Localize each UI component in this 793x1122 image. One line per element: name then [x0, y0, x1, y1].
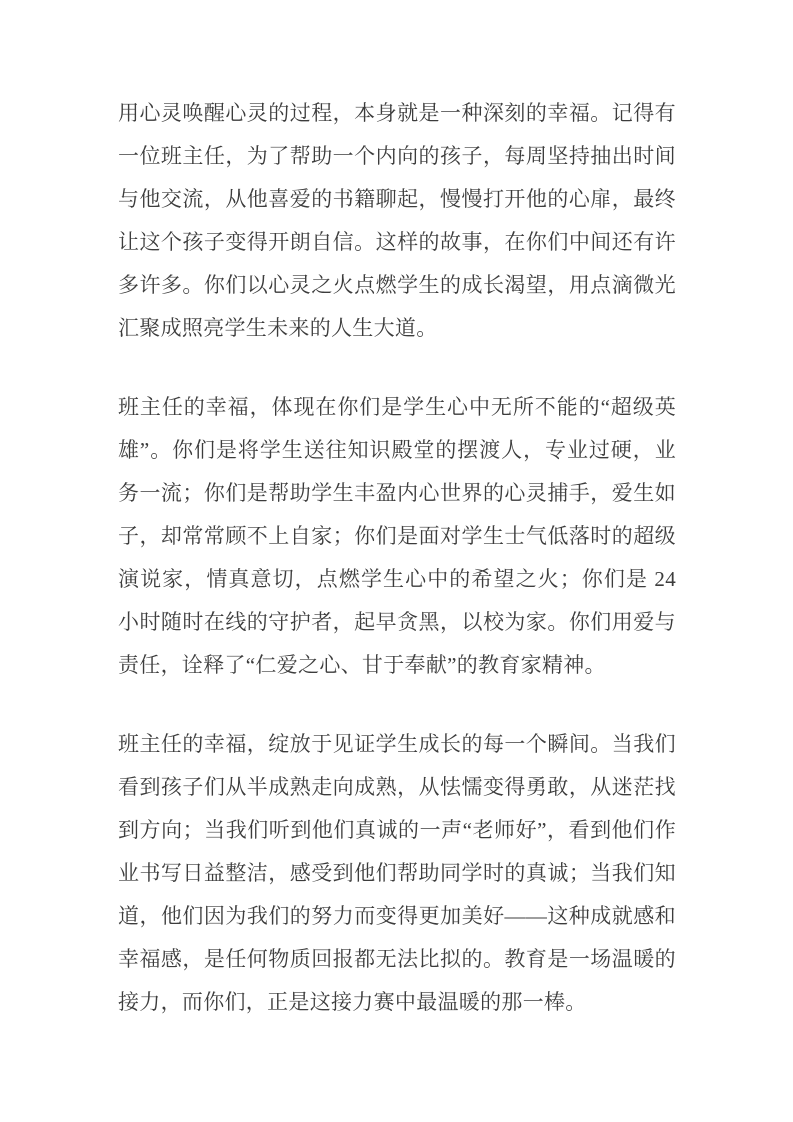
paragraph-3: 班主任的幸福，绽放于见证学生成长的每一个瞬间。当我们看到孩子们从半成熟走向成熟，从怯懦变得勇敢，从迷茫找到方向；当我们听到他们真诚的一声“老师好”，看到他们作业书写日益整洁，感受到他们帮助同学时的真诚；当我们知道，他们因为我们的努力而变得更加美好——这种成就感和幸福感，是任何物质回报都无法比拟的。教育是一场温暖的接力，而你们，正是这接力赛中最温暖的那一棒。: [118, 732, 676, 1014]
document-body: [118, 92, 676, 1024]
paragraph-1: 用心灵唤醒心灵的过程，本身就是一种深刻的幸福。记得有一位班主任，为了帮助一个内向的孩子，每周坚持抽出时间与他交流，从他喜爱的书籍聊起，慢慢打开他的心扉，最终让这个孩子变得开朗自信。这样的故事，在你们中间还有许多许多。你们以心灵之火点燃学生的成长渴望，用点滴微光汇聚成照亮学生未来的人生大道。: [118, 101, 676, 340]
paragraph-2: 班主任的幸福，体现在你们是学生心中无所不能的“超级英雄”。你们是将学生送往知识殿堂的摆渡人，专业过硬，业务一流；你们是帮助学生丰盈内心世界的心灵捕手，爱生如子，却常常顾不上自家；你们是面对学生士气低落时的超级演说家，情真意切，点燃学生心中的希望之火；你们是 24 小时随时在线的守护者，起早贪黑，以校为家。你们用爱与责任，诠释了“仁爱之心、甘于奉献”的教育家精神。: [118, 395, 676, 677]
